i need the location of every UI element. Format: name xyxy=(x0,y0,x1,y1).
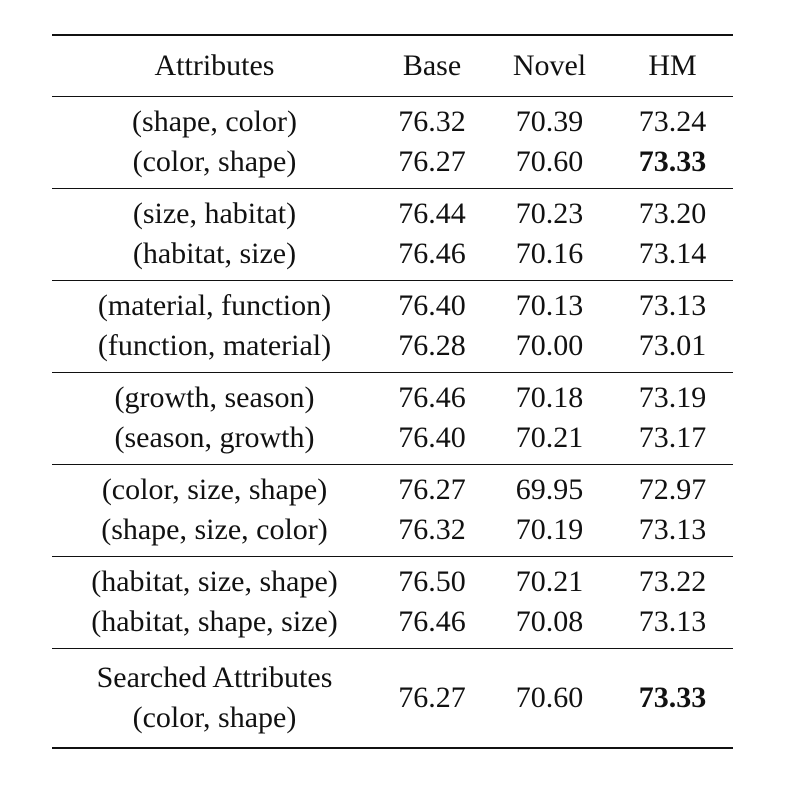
hm-cell: 73.20 xyxy=(638,197,707,230)
base-cell: 76.32 xyxy=(398,513,466,546)
novel-cell: 70.16 xyxy=(515,237,584,270)
table-row xyxy=(52,470,733,510)
table-body xyxy=(52,96,733,648)
table-row xyxy=(52,418,733,458)
novel-cell: 70.23 xyxy=(515,197,584,230)
novel-cell: 70.60 xyxy=(515,145,584,178)
base-cell: 76.27 xyxy=(398,145,466,178)
novel-cell: 70.39 xyxy=(515,105,584,138)
table-row xyxy=(52,102,733,142)
attributes-cell: (habitat, size, shape) xyxy=(91,565,338,598)
base-cell: 76.40 xyxy=(398,421,466,454)
results-table xyxy=(52,34,733,749)
base-cell: 76.46 xyxy=(398,237,466,270)
hm-cell: 73.17 xyxy=(638,421,707,454)
base-cell: 76.27 xyxy=(398,473,466,506)
attributes-cell: (shape, size, color) xyxy=(101,513,328,546)
table-row xyxy=(52,286,733,326)
table-row xyxy=(52,562,733,602)
hm-cell: 73.19 xyxy=(638,381,707,414)
novel-cell: 70.13 xyxy=(515,289,584,322)
searched-hm: 73.33 xyxy=(638,681,707,714)
novel-cell: 70.18 xyxy=(515,381,584,414)
attributes-cell: (habitat, shape, size) xyxy=(91,605,338,638)
hm-cell: 73.13 xyxy=(638,513,707,546)
base-cell: 76.50 xyxy=(398,565,466,598)
attributes-cell: (growth, season) xyxy=(114,381,315,414)
searched-novel: 70.60 xyxy=(515,681,584,714)
attributes-cell: (material, function) xyxy=(97,289,332,322)
attributes-cell: (habitat, size) xyxy=(132,237,297,270)
hm-cell: 73.13 xyxy=(638,605,707,638)
hm-cell: 72.97 xyxy=(638,473,707,506)
searched-row xyxy=(52,649,733,747)
hm-cell: 73.22 xyxy=(638,565,707,598)
novel-cell: 69.95 xyxy=(515,473,584,506)
searched-attributes-value: (color, shape) xyxy=(132,701,297,734)
searched-base: 76.27 xyxy=(398,681,466,714)
row-group xyxy=(52,373,733,464)
base-cell: 76.44 xyxy=(398,197,466,230)
row-group xyxy=(52,557,733,648)
novel-cell: 70.21 xyxy=(515,565,584,598)
hm-cell: 73.14 xyxy=(638,237,707,270)
row-group xyxy=(52,189,733,280)
attributes-cell: (function, material) xyxy=(97,329,332,362)
attributes-cell: (season, growth) xyxy=(114,421,315,454)
attributes-cell: (color, size, shape) xyxy=(101,473,328,506)
attributes-cell: (shape, color) xyxy=(132,105,297,138)
table-row xyxy=(52,510,733,550)
attributes-cell: (color, shape) xyxy=(132,145,297,178)
table-row xyxy=(52,194,733,234)
hm-cell: 73.01 xyxy=(638,329,707,362)
novel-cell: 70.19 xyxy=(515,513,584,546)
base-cell: 76.28 xyxy=(398,329,466,362)
bottom-rule xyxy=(52,747,733,749)
base-cell: 76.40 xyxy=(398,289,466,322)
hm-cell: 73.33 xyxy=(638,145,707,178)
hm-cell: 73.24 xyxy=(638,105,707,138)
table-row xyxy=(52,142,733,182)
row-group xyxy=(52,281,733,372)
table-row xyxy=(52,326,733,366)
header-hm: HM xyxy=(648,49,697,82)
table-row xyxy=(52,602,733,642)
base-cell: 76.46 xyxy=(398,605,466,638)
base-cell: 76.32 xyxy=(398,105,466,138)
row-group xyxy=(52,97,733,188)
hm-cell: 73.13 xyxy=(638,289,707,322)
header-attributes: Attributes xyxy=(154,49,275,82)
novel-cell: 70.08 xyxy=(515,605,584,638)
header-novel: Novel xyxy=(512,49,587,82)
attributes-cell: (size, habitat) xyxy=(132,197,297,230)
row-group xyxy=(52,465,733,556)
searched-attributes-cell xyxy=(52,658,377,738)
base-cell: 76.46 xyxy=(398,381,466,414)
novel-cell: 70.00 xyxy=(515,329,584,362)
searched-attributes-label: Searched Attributes xyxy=(96,661,333,694)
table-row xyxy=(52,378,733,418)
novel-cell: 70.21 xyxy=(515,421,584,454)
header-base: Base xyxy=(402,49,462,82)
table-row xyxy=(52,234,733,274)
header-row xyxy=(52,36,733,96)
